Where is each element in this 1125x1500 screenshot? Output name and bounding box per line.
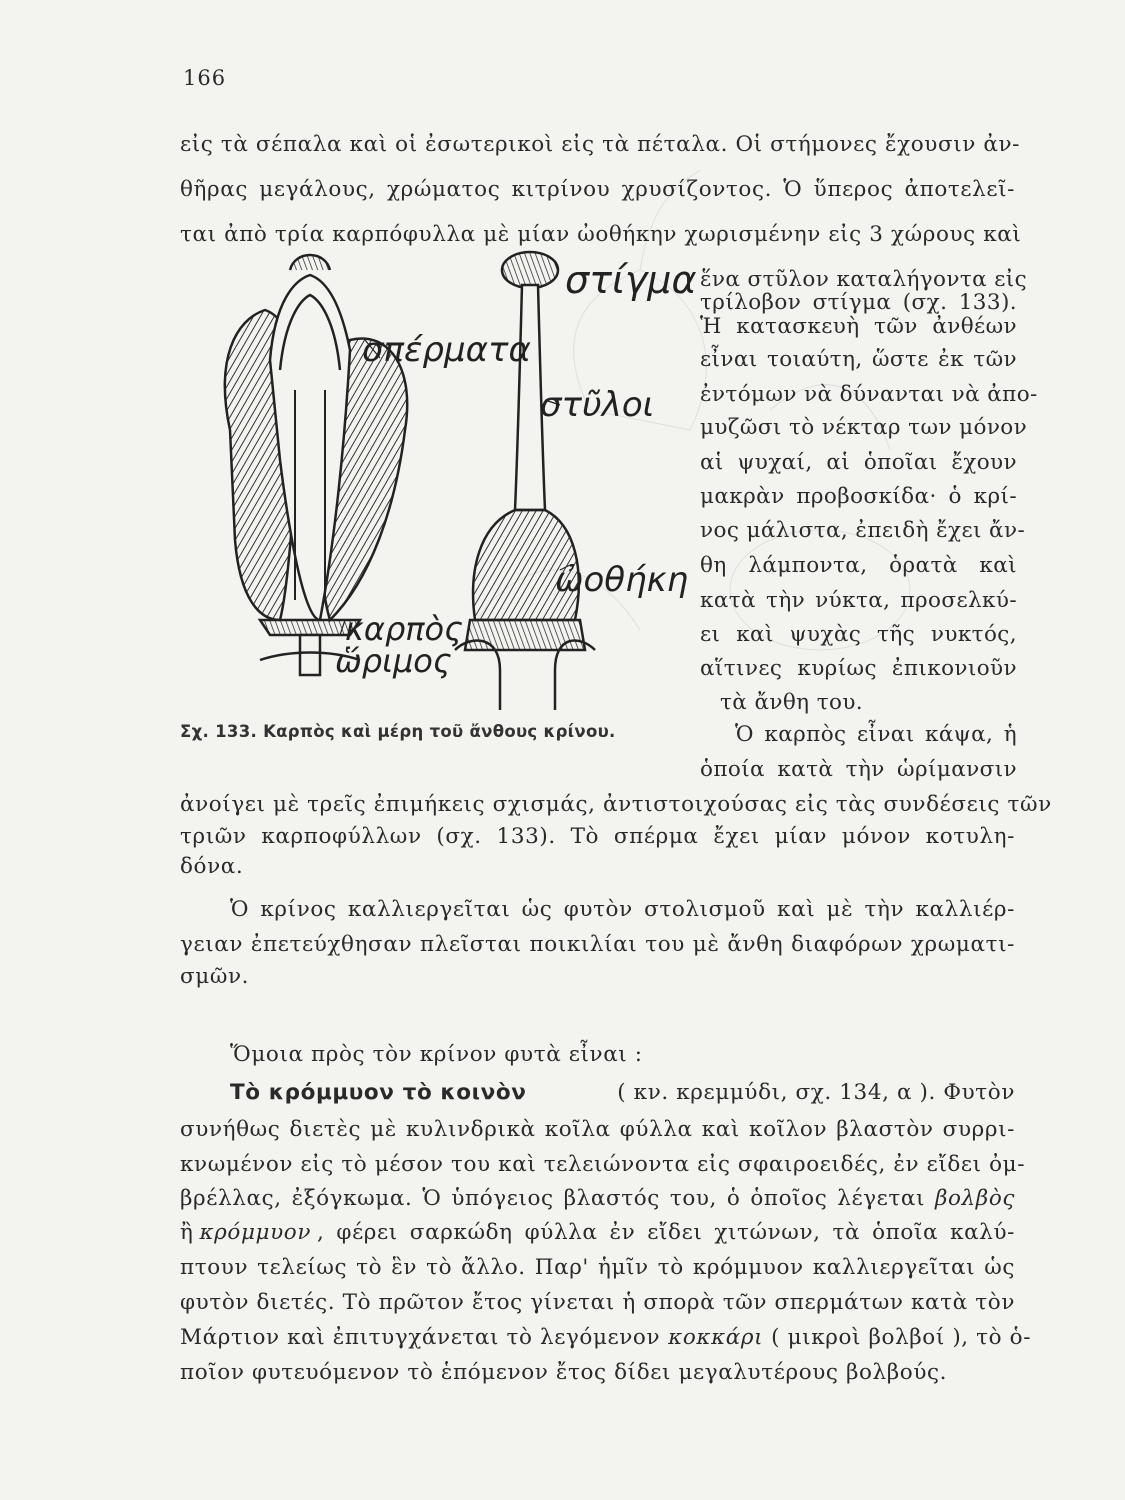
label-stigma: στίγμα [565, 258, 697, 302]
text-line: ει καὶ ψυχὰς τῆς νυκτός, [700, 622, 1017, 647]
text-line: ποῖον φυτευόμενον τὸ ἑπόμενον ἔτος δίδει μεγαλυτέρους βολβούς. [180, 1360, 948, 1385]
text-line: Ὁ καρπὸς εἶναι κάψα, ἡ [735, 722, 1017, 747]
text-line: τρίλοβον στίγμα (σχ. 133). [700, 290, 1017, 315]
onion-title-rest: ( κν. κρεμμύδι, σχ. 134, α ). Φυτὸν [617, 1080, 1015, 1105]
text-line: ται ἀπὸ τρία καρπόφυλλα μὲ μίαν ὠοθήκην χωρισμένην εἰς 3 χώρους καὶ [180, 222, 1022, 247]
text-line: ὁποία κατὰ τὴν ὡρίμανσιν [700, 757, 1017, 782]
text-line [180, 1184, 1015, 1214]
pistil-drawing [455, 252, 595, 710]
text-line: φυτὸν διετές. Τὸ πρῶτον ἔτος γίνεται ἡ σπορὰ τῶν σπερμάτων κατὰ τὸν [180, 1290, 1015, 1315]
text-line: θη λάμποντα, ὁρατὰ καὶ [700, 553, 1017, 578]
text-line: κνωμένον εἰς τὸ μέσον του καὶ τελειώνοντα εἰς σφαιροειδές, ἐν εἴδει ὀμ- [180, 1152, 1026, 1177]
text-line: αἵτινες κυρίως ἐπικονιοῦν [700, 656, 1017, 681]
text-line: νος μάλιστα, ἐπειδὴ ἔχει ἄν- [700, 518, 1026, 543]
label-seeds: σπέρματα [362, 330, 531, 370]
text-line [230, 1078, 1015, 1108]
text-line: τριῶν καρποφύλλων (σχ. 133). Τὸ σπέρμα ἔχει μίαν μόνον κοτυλη- [180, 824, 1015, 849]
text-line: εἰς τὰ σέπαλα καὶ οἱ ἐσωτερικοὶ εἰς τὰ πέταλα. Οἱ στήμονες ἔχουσιν ἀν- [180, 132, 1021, 157]
section-heading: Ὅμοια πρὸς τὸν κρίνον φυτὰ εἶναι : [230, 1042, 643, 1067]
text-line: κατὰ τὴν νύκτα, προσελκύ- [700, 588, 1017, 613]
label-fruit: καρπὸς [345, 610, 463, 648]
label-ripe: ὥριμος [335, 642, 452, 680]
text-line: γειαν ἐπετεύχθησαν πλεῖσται ποικιλίαι του μὲ ἄνθη διαφόρων χρωματι- [180, 932, 1015, 957]
text-span: , φέρει σαρκώδη φύλλα ἐν εἴδει χιτώνων, τὰ ὁποῖα καλύ- [317, 1220, 1015, 1245]
text-line: αἱ ψυχαί, αἱ ὁποῖαι ἔχουν [700, 450, 1017, 475]
italic-term: κρόμμυον [199, 1220, 311, 1245]
label-ovary: ὠοθήκη [555, 560, 689, 600]
text-line: μακρὰν προβοσκίδα· ὁ κρί- [700, 484, 1017, 509]
italic-term: κοκκάρι [668, 1325, 764, 1350]
text-span: βρέλλας, ἐξόγκωμα. Ὁ ὑπόγειος βλαστός του, ὁ ὁποῖος λέγεται [180, 1186, 926, 1211]
text-line: ἕνα στῦλον καταλήγοντα εἰς [700, 267, 1028, 292]
onion-title: Τὸ κρόμμυον τὸ κοινὸν [230, 1080, 527, 1105]
text-span: ( μικροὶ βολβοί ), τὸ ὁ- [771, 1325, 1032, 1350]
text-line: τὰ ἄνθη του. [720, 690, 864, 715]
text-line: μυζῶσι τὸ νέκταρ των μόνον [700, 415, 1028, 440]
text-line: πτουν τελείως τὸ ἓν τὸ ἄλλο. Παρ' ἡμῖν τὸ κρόμμυον καλλιεργεῖται ὡς [180, 1255, 1015, 1280]
label-style: στῦλοι [540, 385, 655, 425]
text-line: συνήθως διετὲς μὲ κυλινδρικὰ κοῖλα φύλλα καὶ κοῖλον βλαστὸν συρρι- [180, 1117, 1015, 1142]
text-line: ἀνοίγει μὲ τρεῖς ἐπιμήκεις σχισμάς, ἀντιστοιχούσας εἰς τὰς συνδέσεις τῶν [180, 792, 1052, 817]
text-line: θῆρας μεγάλους, χρώματος κιτρίνου χρυσίζοντος. Ὁ ὕπερος ἀποτελεῖ- [180, 177, 1015, 202]
text-line: εἶναι τοιαύτη, ὥστε ἐκ τῶν [700, 347, 1017, 372]
page-number: 166 [183, 66, 227, 90]
text-line [180, 1218, 1015, 1248]
text-span: Μάρτιον καὶ ἐπιτυγχάνεται τὸ λεγόμενον [180, 1325, 661, 1350]
text-line: Ὁ κρίνος καλλιεργεῖται ὡς φυτὸν στολισμοῦ καὶ μὲ τὴν καλλιέρ- [230, 897, 1015, 922]
text-line: ἐντόμων νὰ δύνανται νὰ ἀπο- [700, 382, 1038, 407]
text-line [180, 1323, 1032, 1353]
text-line: δόνα. [180, 854, 244, 879]
text-line: σμῶν. [180, 964, 250, 989]
text-line: Ἡ κατασκευὴ τῶν ἀνθέων [700, 314, 1017, 339]
italic-term: βολβὸς [934, 1186, 1015, 1211]
figure-caption: Σχ. 133. Καρπὸς καὶ μέρη τοῦ ἄνθους κρίνου. [180, 722, 616, 741]
text-span: ἢ [180, 1220, 194, 1245]
